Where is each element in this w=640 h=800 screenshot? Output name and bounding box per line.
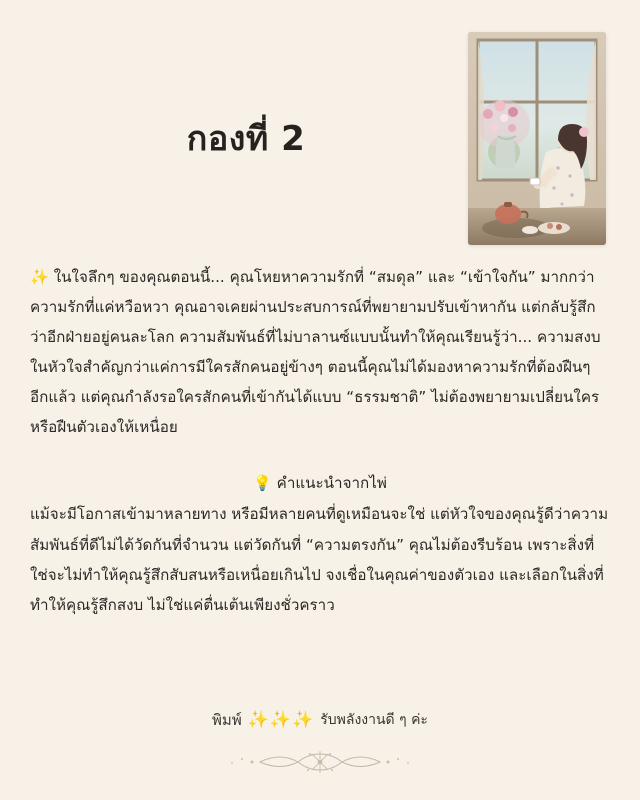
lightbulb-icon: 💡 [253,473,272,492]
signature-row [0,708,640,732]
signature-note: รับพลังงานดี ๆ ค่ะ [320,712,428,728]
illustration-image [468,32,606,245]
advice-heading-text: คำแนะนำจากไพ่ [276,473,387,492]
sparkle-icon: ✨ [30,268,49,286]
title-wrap [34,32,468,247]
stars-icon: ✨✨✨ [247,710,315,730]
content [0,250,640,620]
header [0,0,640,250]
reading-paragraph-text: ในใจลึกๆ ของคุณตอนนี้... คุณโหยหาความรักที่ “สมดุล” และ “เข้าใจกัน” มากกว่าความรักที่แค่หวือหวา คุณอาจเคยผ่านประสบการณ์ที่พยายามปรับเข้าหากัน แต่กลับรู้สึกว่าอีกฝ่ายอยู่คนละโลก ความสัมพันธ์ที่ไม่บาลานซ์แบบนั้นทำให้คุณเรียนรู้ว่า... ความสงบในหัวใจสำคัญกว่าแค่การมีใครสักคนอยู่ข้างๆ ตอนนี้คุณไม่ได้มองหาความรักที่ต้องฝืนๆ อีกแล้ว แต่คุณกำลังรอใครสักคนที่เข้ากันได้แบบ “ธรรมชาติ” ไม่ต้องพยายามเปลี่ยนใคร หรือฝืนตัวเองให้เหนื่อย [30,268,601,437]
advice-paragraph: แม้จะมีโอกาสเข้ามาหลายทาง หรือมีหลายคนที่ดูเหมือนจะใช่ แต่หัวใจของคุณรู้ดีว่าความสัมพันธ์ที่ดีไม่ได้วัดกันที่จำนวน แต่วัดกันที่ “ความตรงกัน” คุณไม่ต้องรีบร้อน เพราะสิ่งที่ใช่จะไม่ทำให้คุณรู้สึกสับสนหรือเหนื่อยเกินไป จงเชื่อในคุณค่าของตัวเอง และเลือกในสิ่งที่ทำให้คุณรู้สึกสงบ ไม่ใช่แค่ตื่นเต้นเพียงชั่วคราว [30,505,609,614]
decorative-flourish [0,746,640,776]
page-title: กองที่ 2 [186,119,306,160]
footer [0,708,640,776]
reading-paragraph [30,262,610,443]
advice-heading [30,469,610,498]
signature-name: พิมพ์ [212,711,242,729]
